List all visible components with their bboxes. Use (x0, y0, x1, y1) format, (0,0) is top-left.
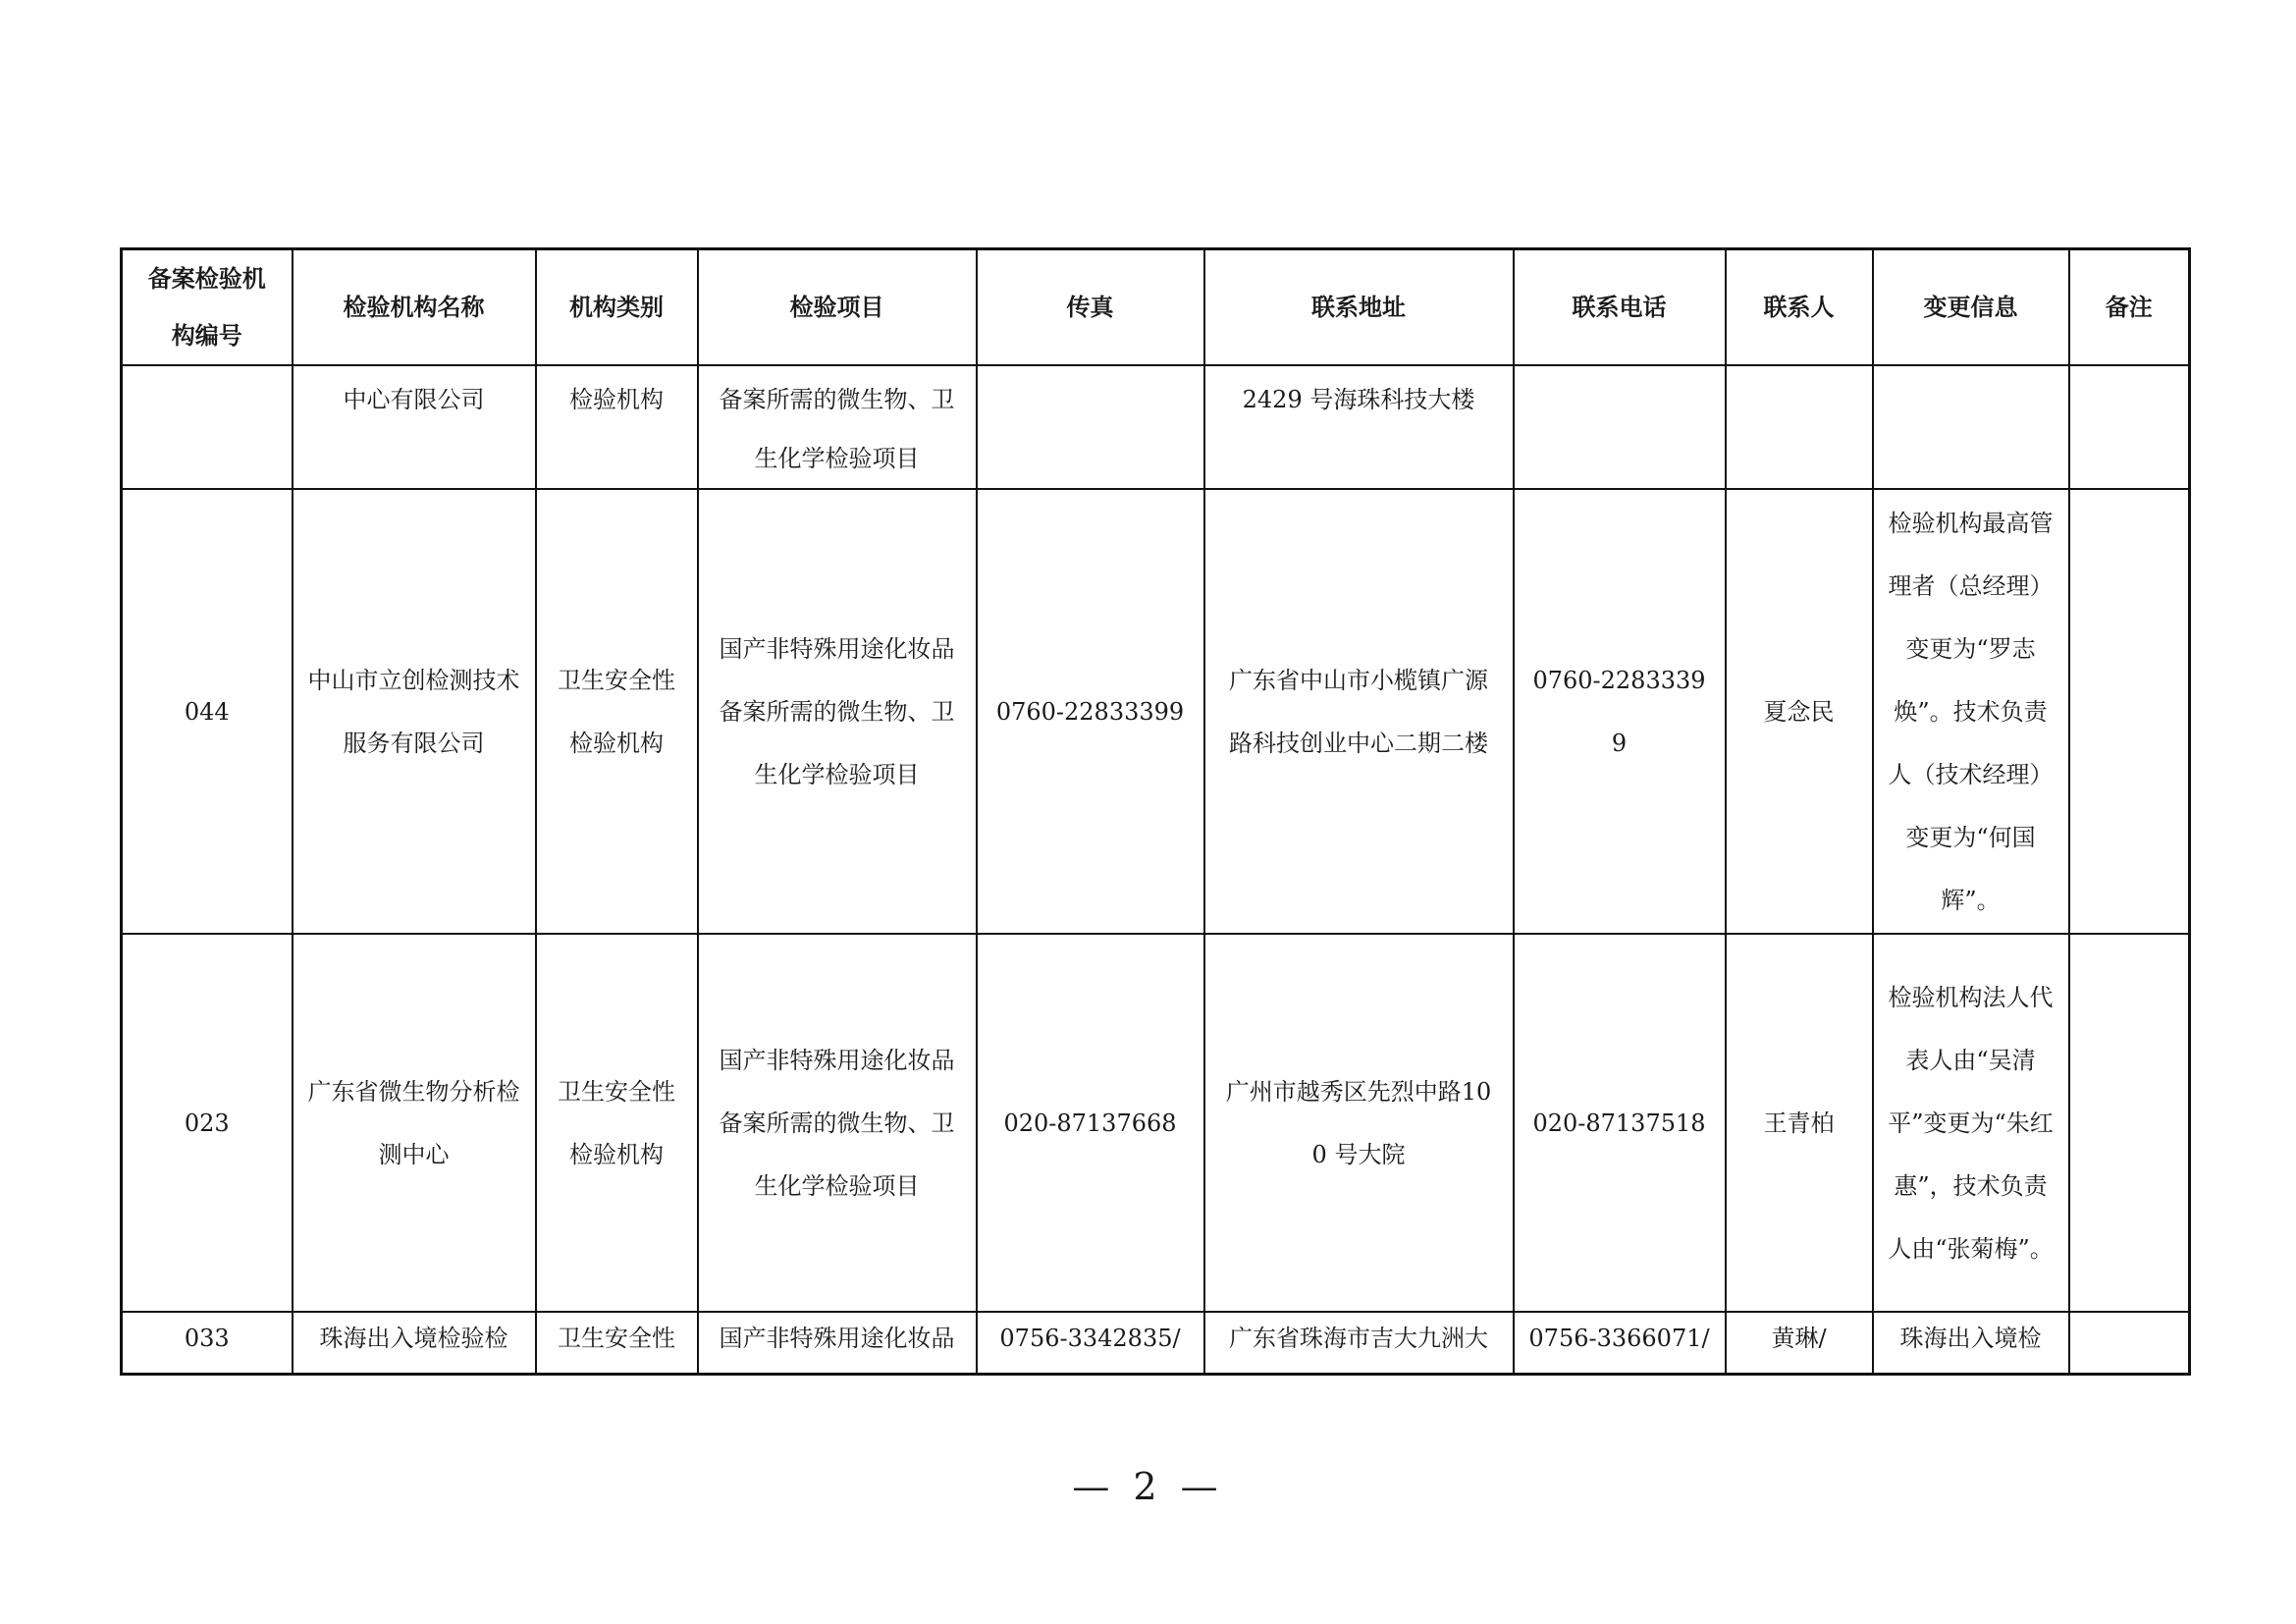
cell-change (1873, 365, 2069, 489)
cell-address: 2429 号海珠科技大楼 (1204, 365, 1514, 489)
cell-fax (977, 365, 1204, 489)
cell-phone (1514, 365, 1726, 489)
cell-category: 卫生安全性 (536, 1312, 698, 1374)
cell-category: 卫生安全性检验机构 (536, 934, 698, 1312)
cell-phone: 0760-22833399 (1514, 489, 1726, 934)
cell-code: 044 (122, 489, 293, 934)
table-header-row (122, 249, 2190, 366)
cell-category: 卫生安全性检验机构 (536, 489, 698, 934)
page-number: — 2 — (1072, 1465, 1224, 1508)
header-category: 机构类别 (536, 249, 698, 366)
cell-change: 检验机构法人代表人由“吴清平”变更为“朱红惠”，技术负责人由“张菊梅”。 (1873, 934, 2069, 1312)
cell-code (122, 365, 293, 489)
cell-contact (1726, 365, 1873, 489)
cell-change: 珠海出入境检 (1873, 1312, 2069, 1374)
cell-name: 广东省微生物分析检测中心 (293, 934, 536, 1312)
cell-name: 珠海出入境检验检 (293, 1312, 536, 1374)
cell-phone: 0756-3366071/ (1514, 1312, 1726, 1374)
header-contact: 联系人 (1726, 249, 1873, 366)
registry-table (120, 247, 2191, 1376)
cell-contact: 王青柏 (1726, 934, 1873, 1312)
cell-category: 检验机构 (536, 365, 698, 489)
cell-name: 中山市立创检测技术服务有限公司 (293, 489, 536, 934)
header-remark: 备注 (2069, 249, 2190, 366)
cell-address: 广东省中山市小榄镇广源路科技创业中心二期二楼 (1204, 489, 1514, 934)
cell-code: 023 (122, 934, 293, 1312)
cell-name: 中心有限公司 (293, 365, 536, 489)
header-fax: 传真 (977, 249, 1204, 366)
cell-change: 检验机构最高管理者（总经理）变更为“罗志焕”。技术负责人（技术经理）变更为“何国辉”。 (1873, 489, 2069, 934)
cell-items: 国产非特殊用途化妆品备案所需的微生物、卫生化学检验项目 (698, 489, 977, 934)
cell-items: 国产非特殊用途化妆品 (698, 1312, 977, 1374)
cell-phone: 020-87137518 (1514, 934, 1726, 1312)
cell-contact: 夏念民 (1726, 489, 1873, 934)
header-name: 检验机构名称 (293, 249, 536, 366)
cell-fax: 0760-22833399 (977, 489, 1204, 934)
cell-contact: 黄琳/ (1726, 1312, 1873, 1374)
cell-remark (2069, 365, 2190, 489)
cell-items: 备案所需的微生物、卫生化学检验项目 (698, 365, 977, 489)
table-row (122, 1312, 2190, 1374)
header-change: 变更信息 (1873, 249, 2069, 366)
cell-remark (2069, 934, 2190, 1312)
header-items: 检验项目 (698, 249, 977, 366)
table-row (122, 934, 2190, 1312)
table-row (122, 365, 2190, 489)
cell-fax: 0756-3342835/ (977, 1312, 1204, 1374)
cell-code: 033 (122, 1312, 293, 1374)
cell-address: 广东省珠海市吉大九洲大 (1204, 1312, 1514, 1374)
header-phone: 联系电话 (1514, 249, 1726, 366)
cell-remark (2069, 1312, 2190, 1374)
header-address: 联系地址 (1204, 249, 1514, 366)
cell-address: 广州市越秀区先烈中路100 号大院 (1204, 934, 1514, 1312)
table-row (122, 489, 2190, 934)
cell-fax: 020-87137668 (977, 934, 1204, 1312)
cell-items: 国产非特殊用途化妆品备案所需的微生物、卫生化学检验项目 (698, 934, 977, 1312)
cell-remark (2069, 489, 2190, 934)
header-code: 备案检验机构编号 (122, 249, 293, 366)
